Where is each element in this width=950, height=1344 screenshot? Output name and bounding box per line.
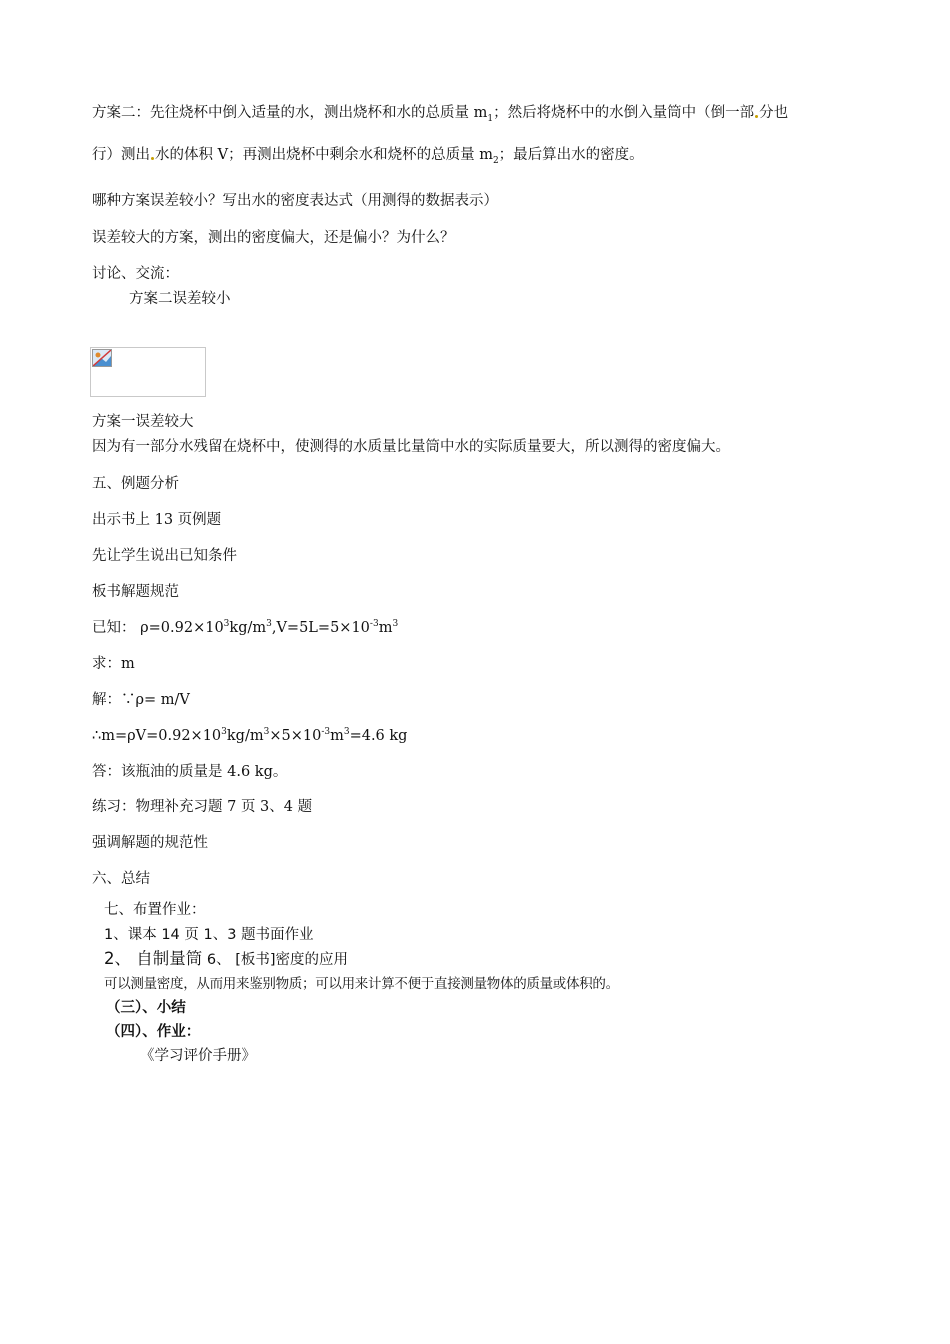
homework-item-2 xyxy=(104,950,348,969)
known-sup-3: -3 xyxy=(369,619,379,630)
reason-text: 因为有一部分水残留在烧杯中，使测得的水质量比量筒中水的实际质量要大，所以测得的密度偏大。 xyxy=(92,439,730,455)
calc-text-d: m xyxy=(330,728,344,744)
scheme2-text-a: 方案二：先往烧杯中倒入适量的水，测出烧杯和水的总质量 m xyxy=(92,105,488,121)
section-5-heading: 五、例题分析 xyxy=(92,476,179,492)
subscript-2: 2 xyxy=(492,155,499,166)
solution-calculation xyxy=(92,727,407,745)
scheme2-text-e: 水的体积 V；再测出烧杯中剩余水和烧杯的总质量 m xyxy=(155,147,493,163)
workbook-title: 《学习评价手册》 xyxy=(140,1048,256,1064)
known-text-c: ,V=5L=5×10 xyxy=(271,620,370,636)
board-writing-norm: 板书解题规范 xyxy=(92,584,179,600)
scheme2-text-c: 分也 xyxy=(759,105,789,121)
section-6-heading: 六、总结 xyxy=(92,871,150,887)
show-example: 出示书上 13 页例题 xyxy=(92,512,222,528)
calc-text-e: =4.6 kg xyxy=(349,728,408,744)
scheme2-conclusion: 方案二误差较小 xyxy=(129,291,231,307)
calc-sup-1: 3 xyxy=(221,727,227,738)
subscript-1: 1 xyxy=(487,113,494,124)
homework-item-1: 1、课本 14 页 1、3 题书面作业 xyxy=(104,927,314,943)
scheme2-line1 xyxy=(92,104,788,122)
practice-text: 练习：物理补充习题 7 页 3、4 题 xyxy=(92,799,313,815)
known-quantities xyxy=(92,619,398,637)
annotation-dot-icon xyxy=(151,157,154,160)
students-known-conditions: 先让学生说出已知条件 xyxy=(92,548,237,564)
homework-2-text-a: 2、 自制量筒 xyxy=(104,949,203,968)
calc-text-c: ×5×10 xyxy=(269,728,322,744)
calc-text-a: ∴m=ρV=0.92×10 xyxy=(92,728,222,744)
homework-2-text-b: 6、 [板书]密度的应用 xyxy=(202,952,349,968)
summary-heading: （三）、小结 xyxy=(106,1000,186,1016)
density-application: 可以测量密度，从而用来鉴别物质；可以用来计算不便于直接测量物体的质量或体积的。 xyxy=(104,976,619,992)
known-text-d: m xyxy=(378,620,393,636)
answer-text: 答：该瓶油的质量是 4.6 kg。 xyxy=(92,764,288,780)
known-sup-2: 3 xyxy=(266,619,272,630)
emphasis-text: 强调解题的规范性 xyxy=(92,835,208,851)
known-text-a: 已知： ρ=0.92×10 xyxy=(92,620,224,636)
scheme2-line2 xyxy=(92,146,644,164)
homework-heading: （四）、作业： xyxy=(106,1024,201,1040)
annotation-dot-icon xyxy=(755,115,758,118)
known-text-b: kg/m xyxy=(229,620,267,636)
question-bigger-smaller: 误差较大的方案，测出的密度偏大，还是偏小？为什么？ xyxy=(92,230,455,246)
calc-sup-4: 3 xyxy=(343,727,350,738)
discussion-heading: 讨论、交流： xyxy=(92,266,179,282)
broken-image-icon xyxy=(92,349,112,367)
section-7-heading: 七、布置作业： xyxy=(104,902,206,918)
question-which-scheme: 哪种方案误差较小？写出水的密度表达式（用测得的数据表示） xyxy=(92,193,498,209)
image-placeholder xyxy=(90,347,206,397)
known-sup-1: 3 xyxy=(223,619,230,630)
solution-formula: 解：∵ρ= m/V xyxy=(92,692,190,708)
scheme1-conclusion: 方案一误差较大 xyxy=(92,414,194,430)
find-quantity: 求：m xyxy=(92,656,135,672)
calc-sup-2: 3 xyxy=(263,727,270,738)
scheme2-text-b: ；然后将烧杯中的水倒入量筒中（倒一部 xyxy=(493,105,755,121)
calc-sup-3: -3 xyxy=(321,727,331,738)
scheme2-text-f: ；最后算出水的密度。 xyxy=(498,147,644,163)
calc-text-b: kg/m xyxy=(226,728,264,744)
known-sup-4: 3 xyxy=(392,619,399,630)
scheme2-text-d: 行）测出 xyxy=(92,147,150,163)
